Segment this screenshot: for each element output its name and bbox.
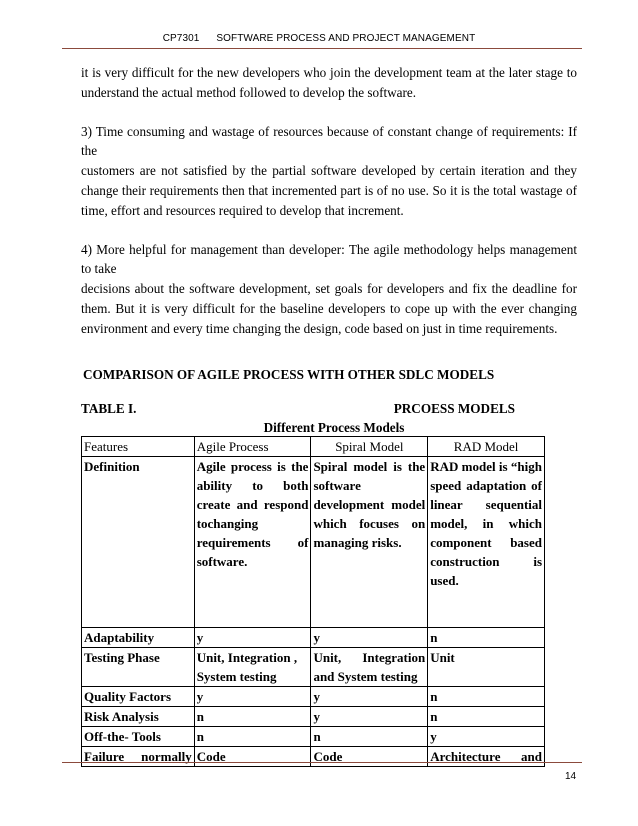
table-row xyxy=(82,457,545,628)
cell-rad: n xyxy=(428,707,545,727)
cell-spiral: Code xyxy=(311,747,428,767)
cell-agile: n xyxy=(194,707,311,727)
table-row xyxy=(82,687,545,707)
table-heading xyxy=(81,399,577,419)
header-rad: RAD Model xyxy=(428,437,545,457)
table-label: TABLE I. xyxy=(81,401,137,417)
header-agile: Agile Process xyxy=(194,437,311,457)
paragraph-point-4-body: decisions about the software development, set goals for developers and fix the deadline for them. But it is very difficult for the baseline developers to cope up with the ever changing environment and every time changing the design, code based on just in time requirements. xyxy=(81,281,577,336)
cell-agile: Agile process is the ability to both create and respond tochanging requirements of software. xyxy=(194,457,311,628)
table-row xyxy=(82,727,545,747)
header-features: Features xyxy=(82,437,195,457)
cell-agile: Code xyxy=(194,747,311,767)
row-feature: Quality Factors xyxy=(82,687,195,707)
paragraph-point-3-body: customers are not satisfied by the partial software developed by certain iteration and they change their requirements then that incremented part is of no use. So it is the total wastage of time, effort and resources required to develop that increment. xyxy=(81,163,577,218)
row-feature: Testing Phase xyxy=(82,648,195,687)
cell-agile: y xyxy=(194,687,311,707)
cell-spiral: Spiral model is the software development model which focuses on managing risks. xyxy=(311,457,428,628)
table-row xyxy=(82,628,545,648)
paragraph-continuation: it is very difficult for the new developers who join the development team at the later stage to understand the actual method followed to develop the software. xyxy=(81,65,577,100)
row-feature: Risk Analysis xyxy=(82,707,195,727)
table-row xyxy=(82,747,545,767)
table-header-row xyxy=(82,437,545,457)
table-row xyxy=(82,648,545,687)
row-feature: Adaptability xyxy=(82,628,195,648)
comparison-table xyxy=(81,436,545,767)
row-feature: Failure normally xyxy=(82,747,195,767)
header-spiral: Spiral Model xyxy=(311,437,428,457)
table-title: PRCOESS MODELS xyxy=(393,401,515,417)
section-heading: COMPARISON OF AGILE PROCESS WITH OTHER SDLC MODELS xyxy=(83,366,495,382)
course-code: CP7301 xyxy=(162,33,200,44)
row-feature: Definition xyxy=(82,457,195,628)
course-title: SOFTWARE PROCESS AND PROJECT MANAGEMENT xyxy=(216,33,476,44)
cell-rad: RAD model is “high speed adaptation of linear sequential model, in which component based construction is used. xyxy=(428,457,545,628)
cell-spiral: n xyxy=(311,727,428,747)
cell-spiral: y xyxy=(311,707,428,727)
page-header xyxy=(0,33,638,44)
table-caption: Different Process Models xyxy=(263,420,405,436)
cell-spiral: Unit, Integration and System testing xyxy=(311,648,428,687)
page-content xyxy=(81,63,577,767)
footer-rule xyxy=(62,762,582,763)
cell-rad: n xyxy=(428,687,545,707)
cell-rad: y xyxy=(428,727,545,747)
cell-agile: Unit, Integration , System testing xyxy=(194,648,311,687)
row-feature: Off-the- Tools xyxy=(82,727,195,747)
cell-rad: Architecture and xyxy=(428,747,545,767)
cell-rad: n xyxy=(428,628,545,648)
header-rule xyxy=(62,48,582,49)
cell-agile: y xyxy=(194,628,311,648)
paragraph-point-4-lead: 4) More helpful for management than developer: The agile methodology helps management to take xyxy=(81,241,577,277)
cell-rad: Unit xyxy=(428,648,545,687)
page-number: 14 xyxy=(565,771,577,782)
table-row xyxy=(82,707,545,727)
cell-spiral: y xyxy=(311,628,428,648)
paragraph-point-3-lead: 3) Time consuming and wastage of resources because of constant change of requirements: If the xyxy=(81,123,577,159)
cell-spiral: y xyxy=(311,687,428,707)
cell-agile: n xyxy=(194,727,311,747)
